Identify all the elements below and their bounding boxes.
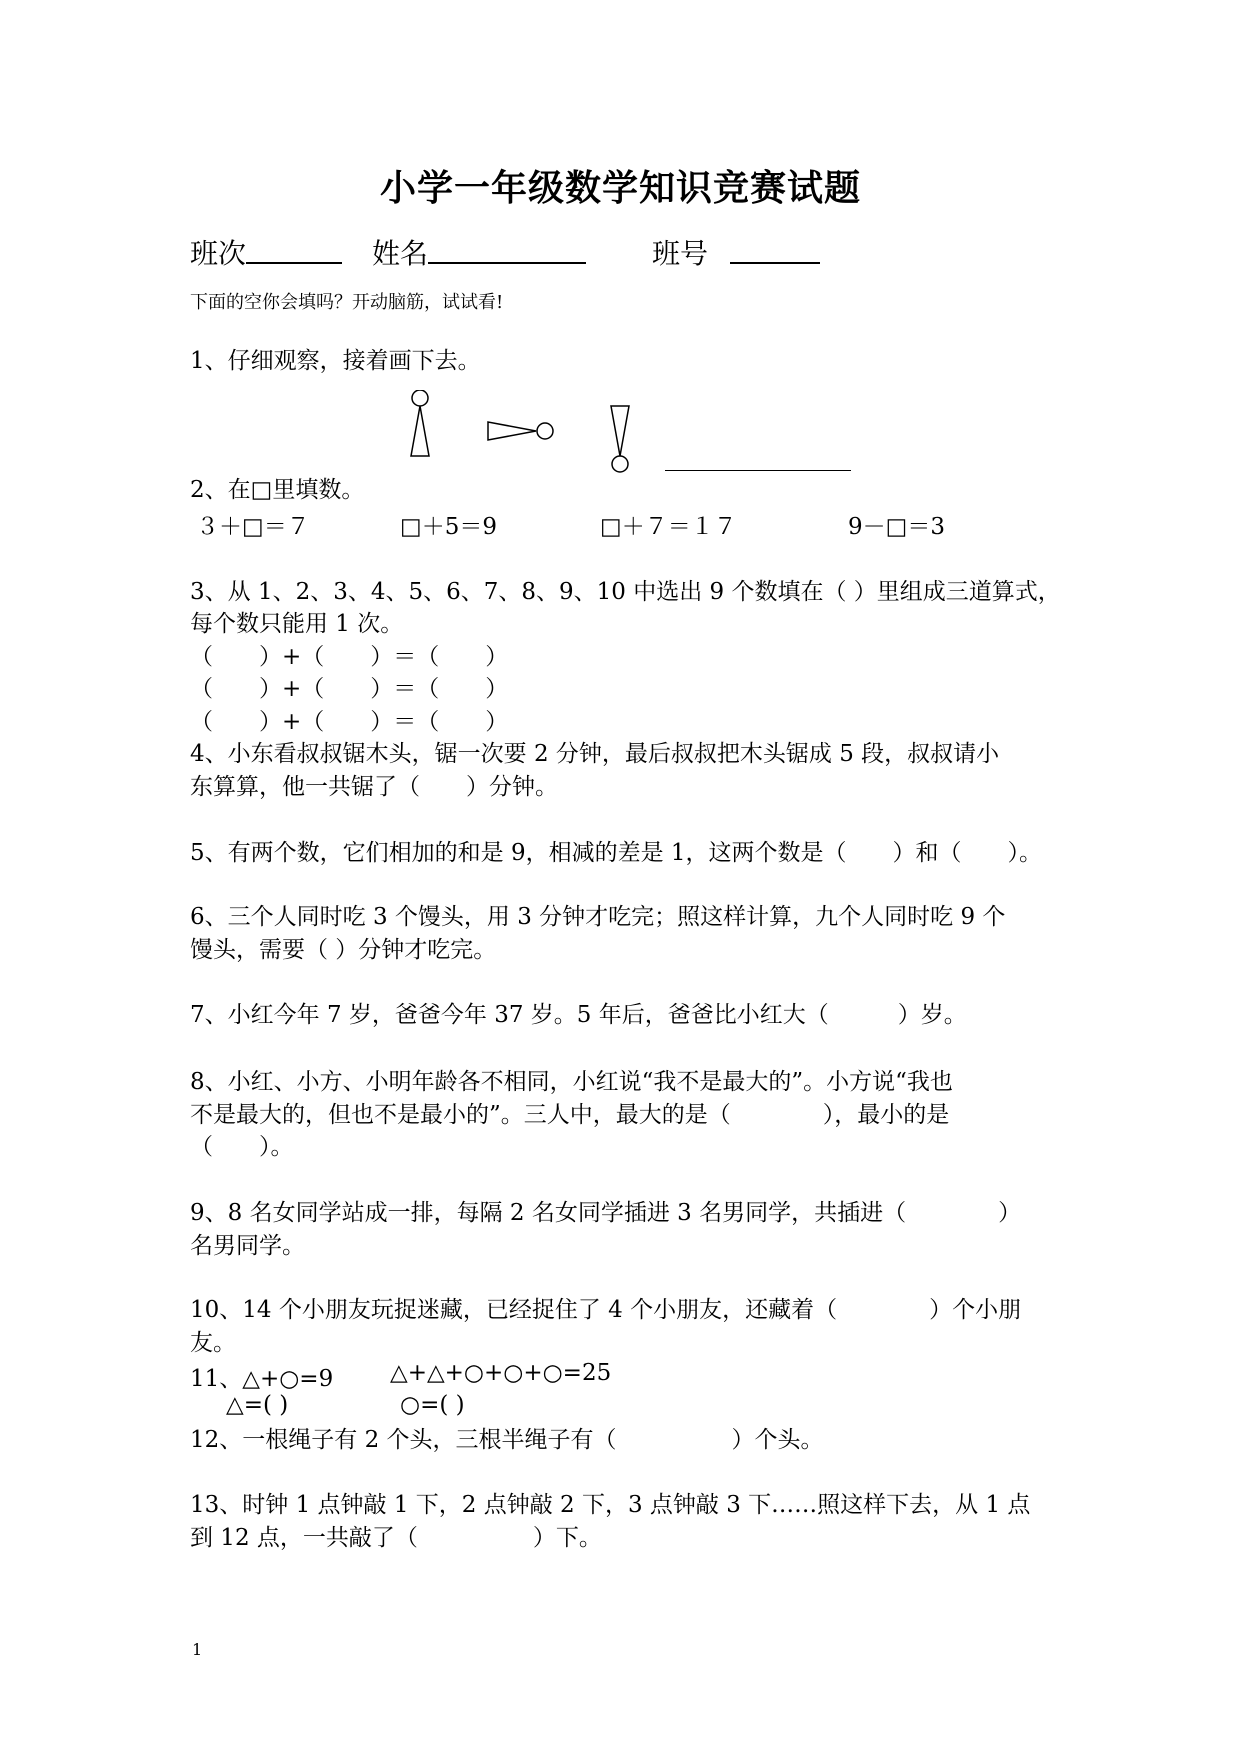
name-label: 姓名 <box>372 237 429 270</box>
question-13-line-1: 13、时钟 1 点钟敲 1 下，2 点钟敲 2 下，3 点钟敲 3 下……照这样下去，从 1 点 <box>190 1492 1031 1518</box>
question-11-equation-2: △+△+○+○+○=25 <box>390 1360 612 1386</box>
question-8-line-3: （ ）。 <box>190 1134 294 1160</box>
question-3-line-1: 3、从 1、2、3、4、5、6、7、8、9、10 中选出 9 个数填在（ ）里组成三道算式， <box>190 579 1061 605</box>
question-11-answer-2: ○=( ) <box>400 1392 465 1418</box>
question-4-line-1: 4、小东看叔叔锯木头，锯一次要 2 分钟，最后叔叔把木头锯成 5 段，叔叔请小 <box>190 741 1000 767</box>
page-number: 1 <box>192 1640 203 1659</box>
class-blank[interactable] <box>246 262 342 264</box>
question-6-line-2: 馒头，需要（ ）分钟才吃完。 <box>190 937 497 963</box>
question-10-line-2: 友。 <box>190 1330 236 1356</box>
question-7-line-1: 7、小红今年 7 岁，爸爸今年 37 岁。5 年后，爸爸比小红大（ ）岁。 <box>190 1002 967 1028</box>
question-9-line-2: 名男同学。 <box>190 1233 305 1259</box>
addition-row-3: （ ）+（ ）＝（ ） <box>190 709 509 735</box>
question-4-line-2: 东算算，他一共锯了（ ）分钟。 <box>190 774 558 800</box>
intro-text: 下面的空你会填吗？开动脑筋，试试看! <box>190 292 504 313</box>
question-1-text: 1、仔细观察，接着画下去。 <box>190 348 481 374</box>
class-label: 班次 <box>190 237 247 270</box>
page-title: 小学一年级数学知识竞赛试题 <box>379 168 861 209</box>
equation-2: □＋5＝9 <box>400 514 497 540</box>
equation-3: □＋７＝１７ <box>600 514 737 540</box>
question-2-text: 2、在□里填数。 <box>190 477 365 503</box>
question-8-line-2: 不是最大的，但也不是最小的”。三人中，最大的是（ ），最小的是 <box>190 1102 950 1128</box>
pattern-shapes <box>390 390 670 480</box>
question-11-equation-1: 11、△+○=9 <box>190 1366 334 1392</box>
question-1-answer-line[interactable] <box>665 470 851 471</box>
question-11-answer-1: △=( ) <box>226 1392 289 1418</box>
addition-row-2: （ ）+（ ）＝（ ） <box>190 676 509 702</box>
question-8-line-1: 8、小红、小方、小明年龄各不相同，小红说“我不是最大的”。小方说“我也 <box>190 1069 953 1095</box>
question-9-line-1: 9、8 名女同学站成一排，每隔 2 名女同学插进 3 名男同学，共插进（ ） <box>190 1200 1022 1226</box>
question-13-line-2: 到 12 点，一共敲了（ ）下。 <box>190 1525 602 1551</box>
number-blank[interactable] <box>730 262 820 264</box>
triangle-pointing-right-with-circle-icon <box>488 422 553 440</box>
equation-1: ３＋□＝７ <box>196 514 310 540</box>
addition-row-1: （ ）+（ ）＝（ ） <box>190 644 509 670</box>
question-3-line-2: 每个数只能用 1 次。 <box>190 611 404 637</box>
equation-4: 9－□＝3 <box>848 514 945 540</box>
question-12-line-1: 12、一根绳子有 2 个头，三根半绳子有（ ）个头。 <box>190 1427 824 1453</box>
triangle-pointing-down-with-circle-icon <box>611 406 629 472</box>
question-5-line-1: 5、有两个数，它们相加的和是 9，相减的差是 1，这两个数是（ ）和（ ）。 <box>190 840 1043 866</box>
circle-on-triangle-icon <box>411 390 429 456</box>
name-blank[interactable] <box>428 262 586 264</box>
number-label: 班号 <box>652 237 709 270</box>
question-6-line-1: 6、三个人同时吃 3 个馒头，用 3 分钟才吃完；照这样计算，九个人同时吃 9 个 <box>190 904 1006 930</box>
question-10-line-1: 10、14 个小朋友玩捉迷藏，已经捉住了 4 个小朋友，还藏着（ ）个小朋 <box>190 1297 1022 1323</box>
